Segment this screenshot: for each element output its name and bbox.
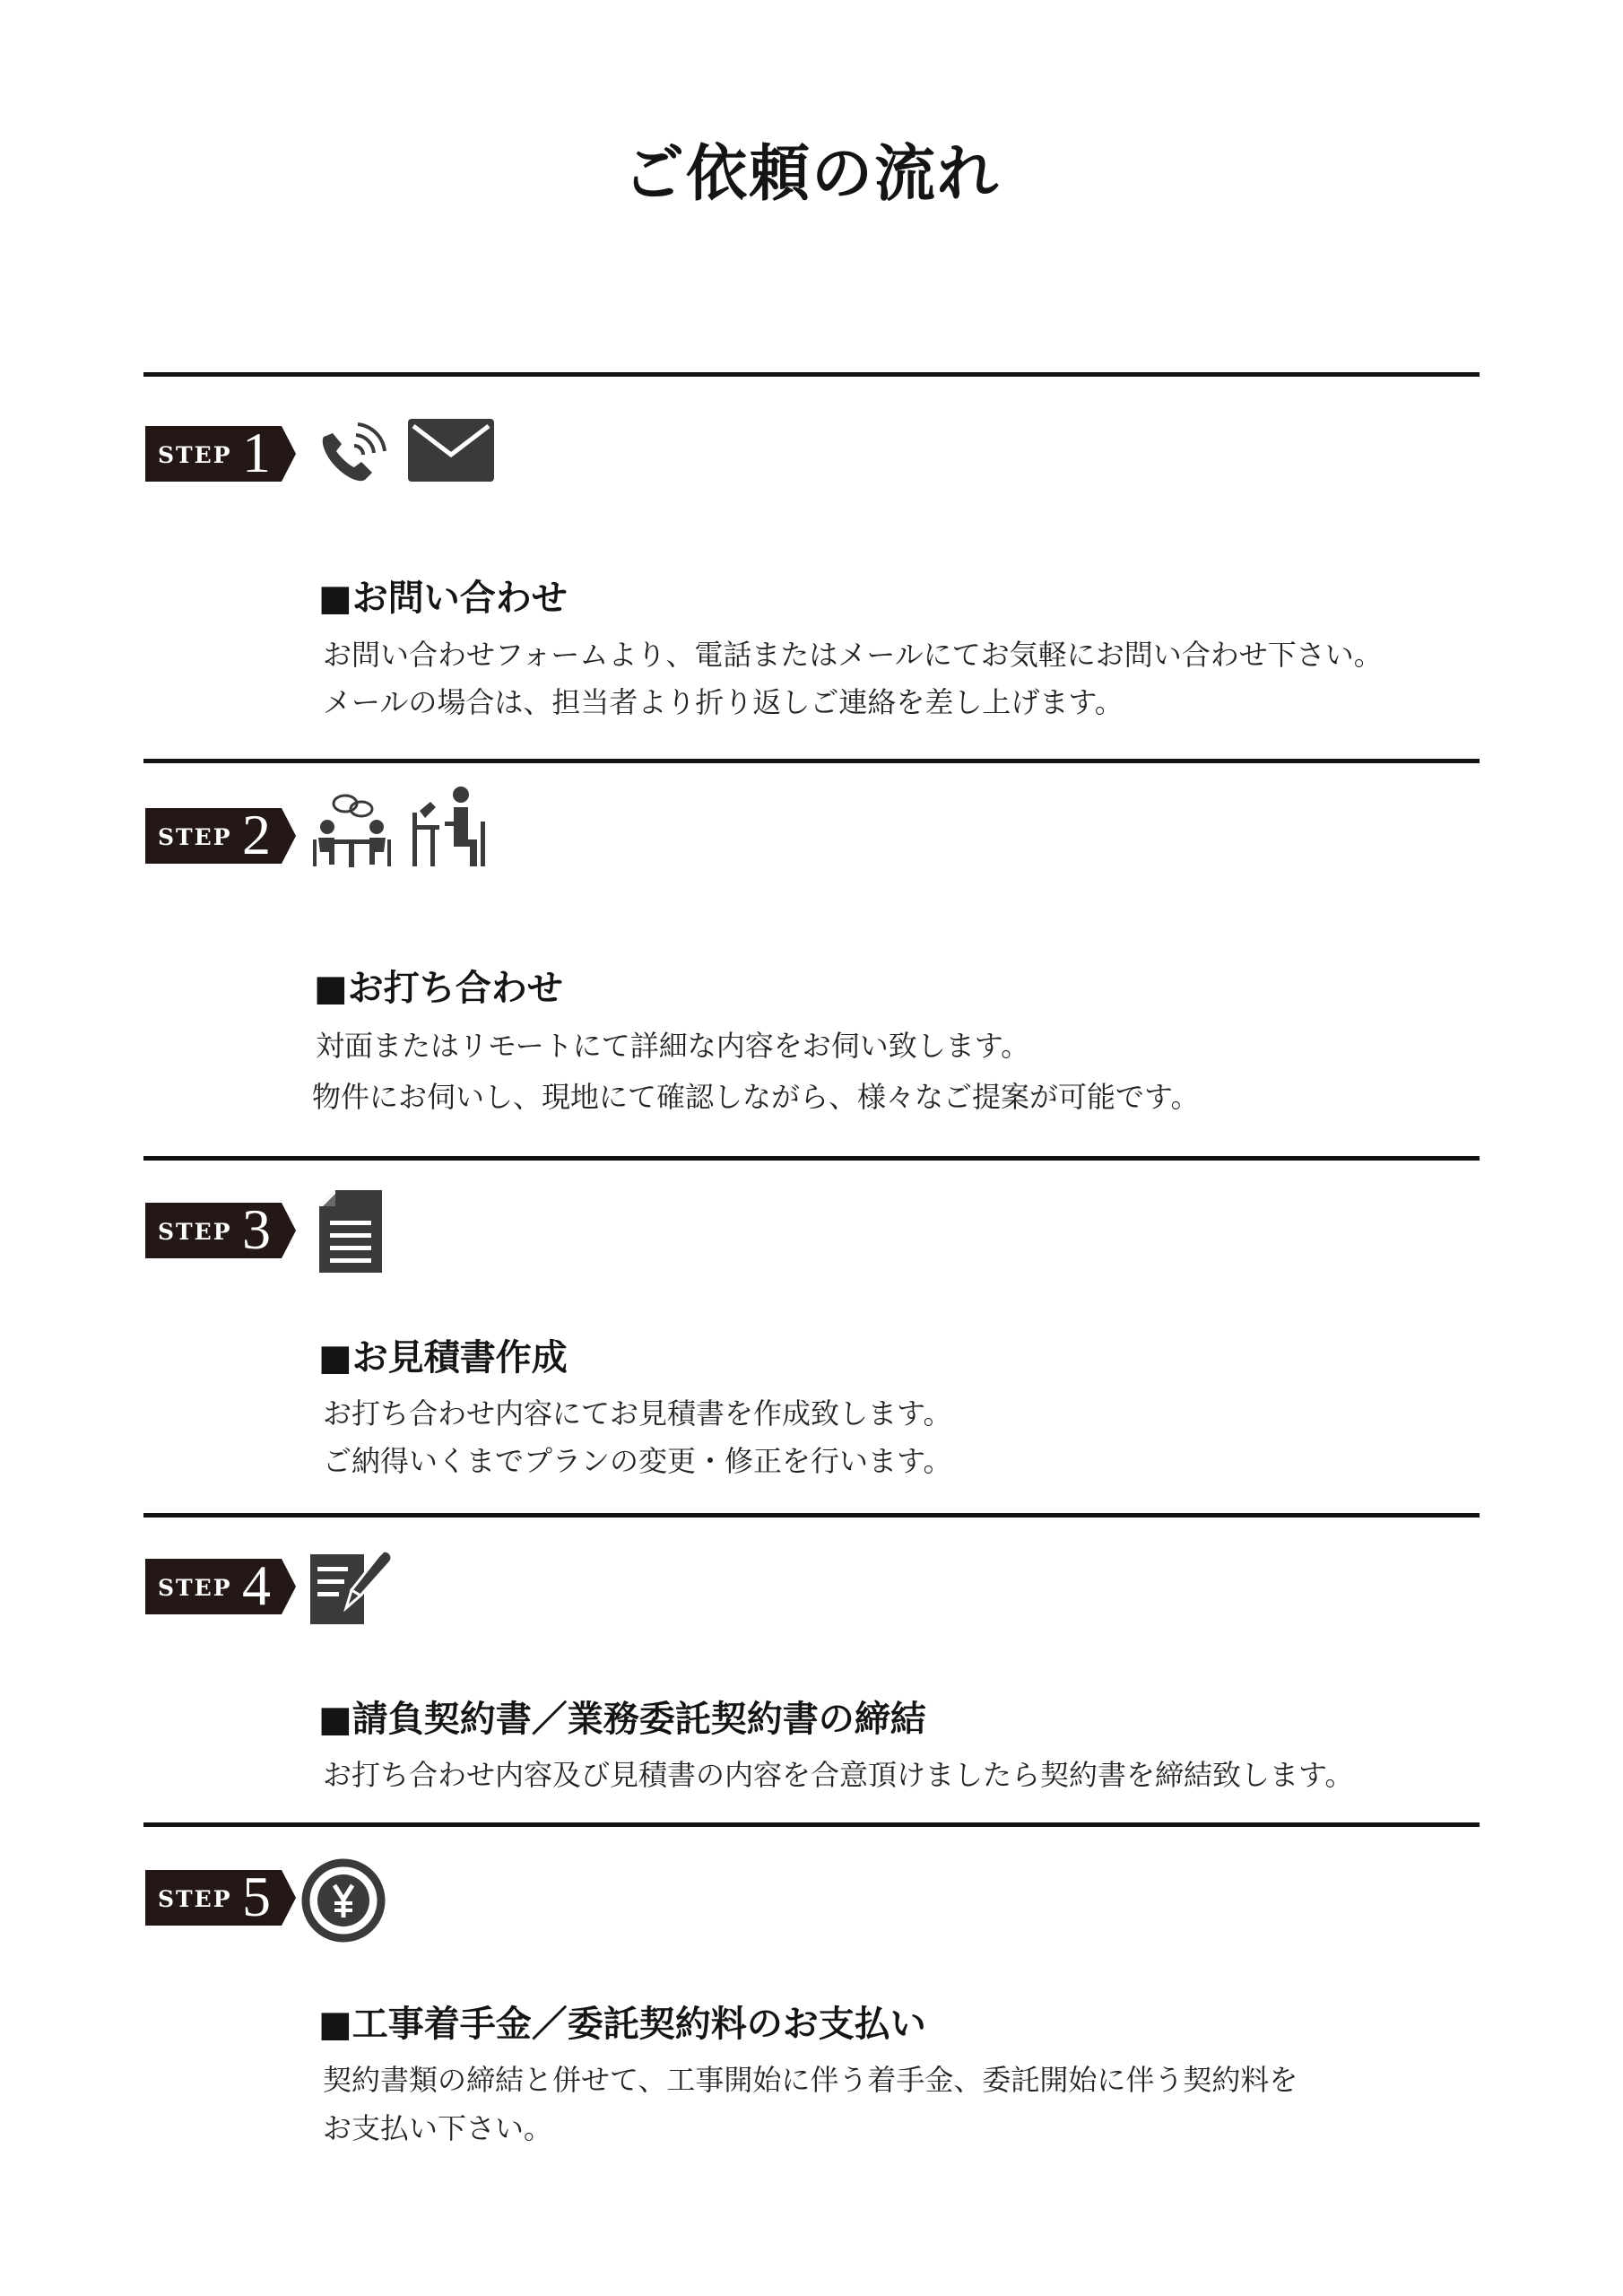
step-label: STEP	[158, 824, 232, 850]
section-divider	[143, 759, 1480, 763]
section-divider	[143, 1513, 1480, 1518]
step-number: 2	[242, 803, 271, 866]
phone-icon	[309, 410, 392, 492]
step-description-line: お打ち合わせ内容及び見積書の内容を合意頂けましたら契約書を締結致します。	[323, 1758, 1354, 1792]
step-heading: ■請負契約書／業務委託契約書の締結	[318, 1699, 926, 1740]
step-heading: ■お打ち合わせ	[314, 968, 563, 1009]
section-divider	[143, 1156, 1480, 1161]
step-description-line: ご納得いくまでプランの変更・修正を行います。	[323, 1444, 952, 1478]
step-badge	[145, 1865, 296, 1928]
step-label: STEP	[158, 1575, 232, 1601]
step-description-line: メールの場合は、担当者より折り返しご連絡を差し上げます。	[323, 685, 1124, 719]
step-badge	[145, 803, 296, 866]
step-label: STEP	[158, 1886, 232, 1912]
step-badge	[145, 1197, 296, 1261]
step-description-line: 物件にお伺いし、現地にて確認しながら、様々なご提案が可能です。	[312, 1080, 1200, 1114]
step-label: STEP	[158, 442, 232, 468]
meeting-icon	[309, 793, 395, 874]
contract-sign-icon	[310, 1549, 395, 1624]
step-heading: ■お問い合わせ	[318, 578, 568, 619]
step-description-line: お打ち合わせ内容にてお見積書を作成致します。	[323, 1396, 952, 1431]
document-icon	[319, 1190, 382, 1273]
step-number: 1	[242, 421, 271, 484]
step-heading: ■工事着手金／委託契約料のお支払い	[318, 2004, 926, 2045]
step-number: 5	[242, 1865, 271, 1928]
step-label: STEP	[158, 1219, 232, 1245]
step-description-line: 対面またはリモートにて詳細な内容をお伺い致します。	[316, 1029, 1030, 1063]
step-badge	[145, 421, 296, 484]
desk-worker-icon	[412, 786, 489, 875]
yen-coin-icon	[301, 1858, 386, 1943]
step-description-line: 契約書類の締結と併せて、工事開始に伴う着手金、委託開始に伴う契約料を	[323, 2063, 1298, 2097]
section-divider	[143, 1822, 1480, 1827]
page-title: ご依頼の流れ	[622, 139, 1000, 210]
step-heading: ■お見積書作成	[318, 1337, 568, 1378]
step-description-line: お問い合わせフォームより、電話またはメールにてお気軽にお問い合わせ下さい。	[323, 638, 1383, 672]
step-number: 4	[242, 1553, 271, 1617]
step-badge	[145, 1553, 296, 1617]
envelope-icon	[408, 419, 494, 482]
step-number: 3	[242, 1197, 271, 1261]
step-description-line: お支払い下さい。	[323, 2111, 553, 2145]
section-divider	[143, 372, 1480, 377]
